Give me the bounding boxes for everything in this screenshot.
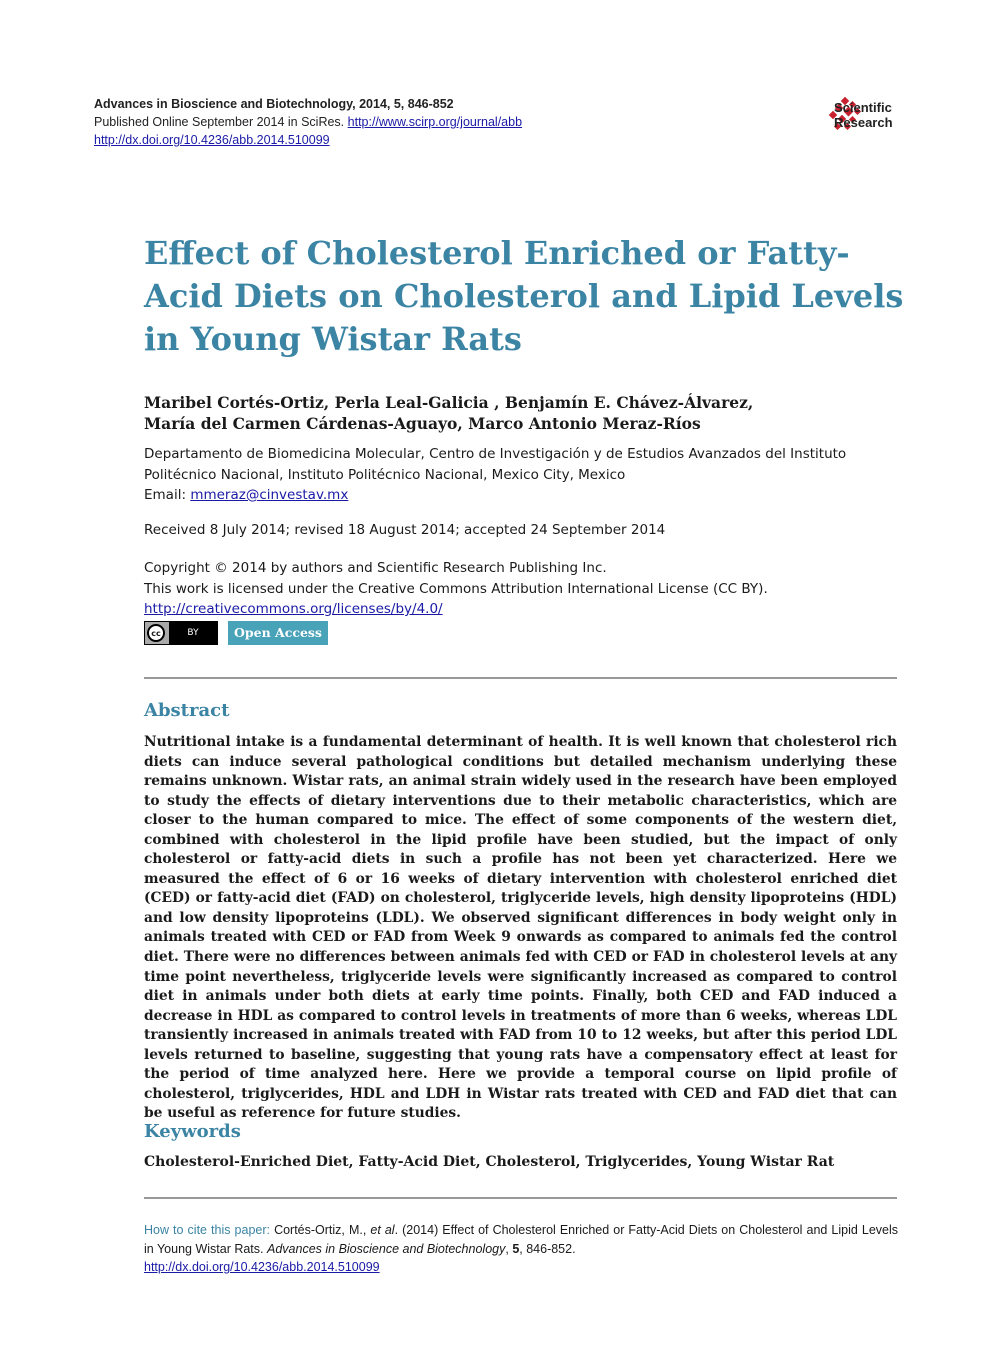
citation-pages: , 846-852.	[519, 1241, 576, 1256]
divider-top	[144, 677, 897, 679]
affiliation-text: Departamento de Biomedicina Molecular, Centro de Investigación y de Estudios Avanzados del Instituto Politécnico Nacional, Instituto Politécnico Nacional, Mexico City, Mexico	[144, 446, 847, 483]
open-access-badge: Open Access	[228, 621, 328, 645]
license-badges	[144, 620, 328, 646]
email-link[interactable]: mmeraz@cinvestav.mx	[190, 487, 349, 503]
citation-title: . (2014) Effect of Cholesterol Enriched or Fatty-Acid Diets on Cholesterol and Lipid Levels in Young Wistar Rats.	[144, 1223, 898, 1256]
journal-link[interactable]: http://www.scirp.org/journal/abb	[347, 115, 523, 129]
abstract-text: Nutritional intake is a fundamental determinant of health. It is well known that cholesterol rich diets can induce several pathological conditions but detailed mechanism underlying these remains unknown. Wistar rats, an animal strain widely used in the research have been employed to study the effects of dietary interventions due to their metabolic characteristics, which are closer to the human compared to mice. The effect of some components of the western diet, combined with cholesterol in the lipid profile have been studied, but the impact of only cholesterol or fatty-acid diets in such a profile has not been yet characterized. Here we measured the effect of 6 or 16 weeks of dietary intervention with cholesterol enriched diet (CED) or fatty-acid diet (FAD) on cholesterol, triglyceride levels, high density lipoproteins (HDL) and low density lipoproteins (LDL). We observed significant differences in body weight only in animals treated with CED or FAD from Week 9 onwards as compared to animals fed the control diet. There were no differences between animals fed with CED or FAD in cholesterol levels at any time point nevertheless, triglyceride levels were significantly increased as compared to control diet in animals under both diets at early time points. Finally, both CED and FAD induced a decrease in HDL as compared to control levels in treatments of more than 6 weeks, whereas LDL transiently increased in animals treated with FAD from 10 to 12 weeks, but after this period LDL levels returned to baseline, suggesting that young rats have a compensatory effect at least for the period of time analyzed here. Here we provide a temporal course on lipid profile of cholesterol, triglycerides, HDL and LDH in Wistar rats treated with CED and FAD diet that can be useful as reference for future studies.	[144, 734, 897, 1122]
received-dates: Received 8 July 2014; revised 18 August 2014; accepted 24 September 2014	[144, 522, 666, 538]
affiliation	[144, 444, 904, 506]
email-label: Email:	[144, 487, 187, 503]
license-link[interactable]: http://creativecommons.org/licenses/by/4.0/	[144, 601, 443, 617]
citation-volume: 5	[512, 1241, 520, 1256]
keywords-heading: Keywords	[144, 1121, 241, 1142]
cc-icon: cc	[147, 624, 165, 642]
citation-doi-link[interactable]: http://dx.doi.org/10.4236/abb.2014.510099	[144, 1260, 380, 1274]
logo-line-2: Research	[834, 115, 893, 130]
published-info	[94, 113, 794, 131]
authors	[144, 392, 904, 434]
citation-label: How to cite this paper:	[144, 1223, 270, 1237]
citation-journal: Advances in Bioscience and Biotechnology	[267, 1241, 506, 1256]
copyright-line-2: This work is licensed under the Creative Commons Attribution International License (CC BY).	[144, 580, 768, 597]
journal-info: Advances in Bioscience and Biotechnology, 2014, 5, 846-852	[94, 97, 454, 111]
cc-by-badge[interactable]	[144, 621, 218, 645]
copyright-line-1: Copyright © 2014 by authors and Scientific Research Publishing Inc.	[144, 560, 607, 576]
authors-line-2: María del Carmen Cárdenas-Aguayo, Marco Antonio Meraz-Ríos	[144, 414, 701, 433]
authors-line-1: Maribel Cortés-Ortiz, Perla Leal-Galicia , Benjamín E. Chávez-Álvarez,	[144, 393, 754, 412]
citation-block: How to cite this paper: Cortés-Ortiz, M., et al. (2014) Effect of Cholesterol Enriched or Fatty-Acid Diets on Cholesterol and Lipid Levels in Young Wistar Rats. Advances in Bioscience and Biotechnology, 5, 846-852. http://dx.doi.org/10.4236/abb.2014.510099	[144, 1223, 898, 1274]
logo-line-1: Scientific	[834, 100, 892, 115]
published-text: Published Online September 2014 in SciRes.	[94, 115, 345, 129]
journal-header	[94, 95, 794, 149]
doi-link[interactable]: http://dx.doi.org/10.4236/abb.2014.510099	[94, 133, 330, 147]
citation-authors: Cortés-Ortiz, M.,	[274, 1223, 367, 1237]
paper-title: Effect of Cholesterol Enriched or Fatty-Acid Diets on Cholesterol and Lipid Levels in Young Wistar Rats	[144, 234, 904, 358]
divider-bottom	[144, 1197, 897, 1199]
email-line	[144, 485, 904, 506]
keywords-text: Cholesterol-Enriched Diet, Fatty-Acid Diet, Cholesterol, Triglycerides, Young Wistar Rat	[144, 1154, 835, 1170]
citation-etal: et al	[370, 1223, 395, 1237]
abstract-heading: Abstract	[144, 700, 230, 721]
copyright-block	[144, 558, 904, 620]
by-icon: BY	[169, 622, 217, 644]
logo-text	[834, 100, 893, 130]
